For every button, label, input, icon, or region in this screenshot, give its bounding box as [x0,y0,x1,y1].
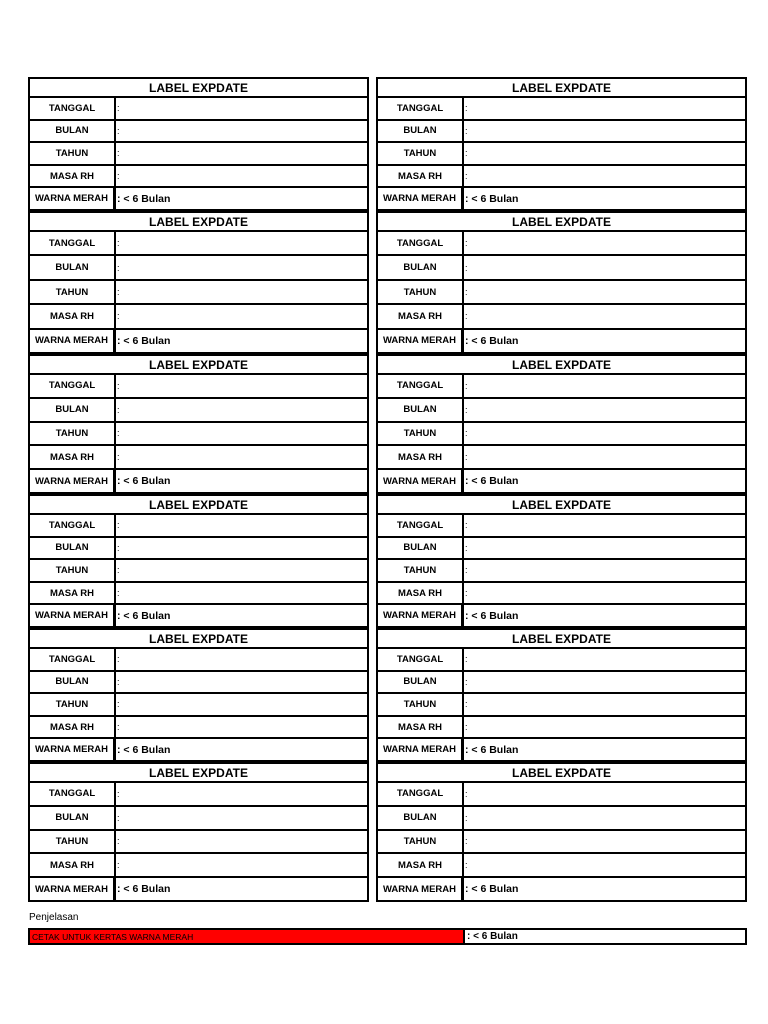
row-value: : [117,380,120,391]
row-value: : [117,103,120,114]
label-title: LABEL EXPDATE [30,764,367,783]
label-grid [28,77,747,902]
label-title: LABEL EXPDATE [378,764,745,783]
row-key: TAHUN [378,560,464,581]
label-row [378,166,745,189]
row-value: : [117,171,120,182]
label-row [378,98,745,121]
label-card [376,762,747,902]
label-row [30,375,367,399]
label-title: LABEL EXPDATE [30,356,367,375]
label-row [30,717,367,740]
row-key: TAHUN [30,423,116,445]
row-key: MASA RH [378,305,464,327]
label-card [376,211,747,354]
row-value: : [465,171,468,182]
label-row [378,538,745,561]
row-value: : [465,676,468,687]
row-value: : [465,812,468,823]
row-value: : [117,860,120,871]
row-value: : [117,452,120,463]
row-key: TAHUN [30,560,116,581]
row-key: TANGGAL [30,515,116,536]
row-key: BULAN [30,121,116,142]
row-value: : [117,542,120,553]
row-key: TANGGAL [378,649,464,670]
label-row [378,423,745,447]
label-row [378,605,745,626]
row-value: : [465,565,468,576]
row-value: : [117,812,120,823]
label-row [378,281,745,305]
row-key: TANGGAL [378,515,464,536]
row-value: : [465,788,468,799]
legend-value: : < 6 Bulan [467,931,518,942]
label-row [378,121,745,144]
row-key: BULAN [378,807,464,829]
row-key: WARNA MERAH [378,878,464,900]
row-value: : [117,520,120,531]
row-key: BULAN [30,256,116,278]
label-row [30,878,367,900]
row-value: : [117,148,120,159]
row-value: : [465,542,468,553]
row-value: : [465,722,468,733]
row-key: WARNA MERAH [378,605,464,626]
row-key: MASA RH [378,583,464,604]
label-card [28,762,369,902]
label-row [378,878,745,900]
label-title: LABEL EXPDATE [378,79,745,98]
row-key: BULAN [30,538,116,559]
row-value: : [117,588,120,599]
row-value: : < 6 Bulan [117,334,171,347]
label-row [30,854,367,878]
label-row [30,649,367,672]
row-value: : [465,699,468,710]
label-row [30,423,367,447]
label-title: LABEL EXPDATE [30,79,367,98]
row-value: : [117,788,120,799]
label-card [28,628,369,762]
row-key: MASA RH [30,717,116,738]
label-title: LABEL EXPDATE [30,630,367,649]
row-key: TAHUN [378,281,464,303]
label-row [30,188,367,209]
row-value: : [465,588,468,599]
label-title: LABEL EXPDATE [30,213,367,232]
row-key: WARNA MERAH [378,188,464,209]
row-value: : < 6 Bulan [465,743,519,756]
label-row [378,399,745,423]
row-key: MASA RH [378,717,464,738]
label-row [378,672,745,695]
label-row [30,560,367,583]
row-value: : [465,103,468,114]
label-card [28,211,369,354]
label-card [28,494,369,628]
label-row [378,375,745,399]
row-value: : [465,452,468,463]
row-value: : [117,404,120,415]
row-key: TAHUN [378,143,464,164]
row-key: WARNA MERAH [30,605,116,626]
label-row [30,470,367,492]
row-key: TAHUN [30,281,116,303]
row-value: : [465,262,468,273]
label-row [30,538,367,561]
label-title: LABEL EXPDATE [378,496,745,515]
label-row [378,831,745,855]
label-row [378,330,745,352]
legend-title: Penjelasan [29,912,79,923]
row-value: : [465,836,468,847]
row-key: WARNA MERAH [378,739,464,760]
row-key: TAHUN [30,831,116,853]
row-value: : [465,380,468,391]
row-key: MASA RH [30,583,116,604]
row-value: : [117,125,120,136]
row-value: : [117,287,120,298]
row-value: : [465,287,468,298]
row-value: : [465,148,468,159]
label-row [30,783,367,807]
row-key: TAHUN [378,423,464,445]
label-row [30,807,367,831]
row-key: TANGGAL [30,375,116,397]
row-key: TAHUN [30,694,116,715]
row-key: WARNA MERAH [378,330,464,352]
row-value: : < 6 Bulan [465,475,519,488]
row-key: TANGGAL [30,783,116,805]
row-value: : [465,238,468,249]
label-row [378,446,745,470]
label-row [30,605,367,626]
row-key: WARNA MERAH [30,330,116,352]
row-value: : [117,262,120,273]
label-row [378,560,745,583]
label-row [30,739,367,760]
label-row [378,188,745,209]
label-row [30,831,367,855]
row-key: TANGGAL [378,98,464,119]
label-row [378,739,745,760]
row-key: MASA RH [30,446,116,468]
row-value: : [117,654,120,665]
row-value: : < 6 Bulan [465,192,519,205]
row-key: MASA RH [30,854,116,876]
legend-red-cell: CETAK UNTUK KERTAS WARNA MERAH [30,930,465,943]
row-value: : < 6 Bulan [117,192,171,205]
row-value: : [117,311,120,322]
label-card [28,77,369,211]
row-key: BULAN [30,399,116,421]
label-card [376,354,747,494]
label-row [30,583,367,606]
row-key: TAHUN [378,694,464,715]
label-title: LABEL EXPDATE [378,630,745,649]
label-row [30,281,367,305]
row-key: TAHUN [30,143,116,164]
label-title: LABEL EXPDATE [378,356,745,375]
row-key: MASA RH [378,854,464,876]
label-row [378,854,745,878]
row-key: TANGGAL [378,232,464,254]
label-row [378,583,745,606]
row-value: : < 6 Bulan [117,743,171,756]
label-row [30,330,367,352]
row-value: : [117,722,120,733]
label-row [30,446,367,470]
row-key: BULAN [378,672,464,693]
label-row [378,807,745,831]
label-row [378,305,745,329]
label-title: LABEL EXPDATE [378,213,745,232]
row-value: : [117,238,120,249]
label-card [376,494,747,628]
row-key: BULAN [378,538,464,559]
row-value: : < 6 Bulan [465,609,519,622]
row-value: : [117,836,120,847]
label-row [378,515,745,538]
label-row [30,166,367,189]
label-card [28,354,369,494]
label-row [30,256,367,280]
label-row [30,399,367,423]
row-key: BULAN [378,121,464,142]
row-value: : < 6 Bulan [465,334,519,347]
row-key: BULAN [378,399,464,421]
label-row [30,232,367,256]
label-row [30,98,367,121]
label-row [30,515,367,538]
row-key: MASA RH [30,305,116,327]
row-value: : [117,565,120,576]
label-row [378,717,745,740]
row-key: WARNA MERAH [378,470,464,492]
row-value: : < 6 Bulan [117,475,171,488]
row-key: WARNA MERAH [30,188,116,209]
row-key: WARNA MERAH [30,878,116,900]
label-title: LABEL EXPDATE [30,496,367,515]
row-key: WARNA MERAH [30,470,116,492]
row-key: MASA RH [378,166,464,187]
label-row [378,143,745,166]
row-value: : < 6 Bulan [117,609,171,622]
label-row [378,470,745,492]
row-key: TANGGAL [30,98,116,119]
row-value: : [465,404,468,415]
row-value: : [465,860,468,871]
label-row [30,121,367,144]
row-key: TANGGAL [378,783,464,805]
legend-bar [28,928,747,945]
row-key: TANGGAL [30,649,116,670]
label-card [376,77,747,211]
row-value: : [117,699,120,710]
row-value: : < 6 Bulan [117,883,171,896]
row-value: : [117,428,120,439]
row-key: BULAN [378,256,464,278]
label-card [376,628,747,762]
row-key: BULAN [30,807,116,829]
row-value: : [465,311,468,322]
row-value: : [465,428,468,439]
label-row [378,694,745,717]
label-row [30,305,367,329]
label-row [30,694,367,717]
row-key: MASA RH [378,446,464,468]
row-key: TAHUN [378,831,464,853]
row-value: : < 6 Bulan [465,883,519,896]
row-value: : [465,125,468,136]
label-row [378,256,745,280]
row-key: MASA RH [30,166,116,187]
row-value: : [117,676,120,687]
label-row [30,143,367,166]
row-key: BULAN [30,672,116,693]
label-row [30,672,367,695]
row-key: TANGGAL [378,375,464,397]
row-value: : [465,654,468,665]
row-key: TANGGAL [30,232,116,254]
label-row [378,649,745,672]
label-row [378,232,745,256]
label-row [378,783,745,807]
row-key: WARNA MERAH [30,739,116,760]
row-value: : [465,520,468,531]
